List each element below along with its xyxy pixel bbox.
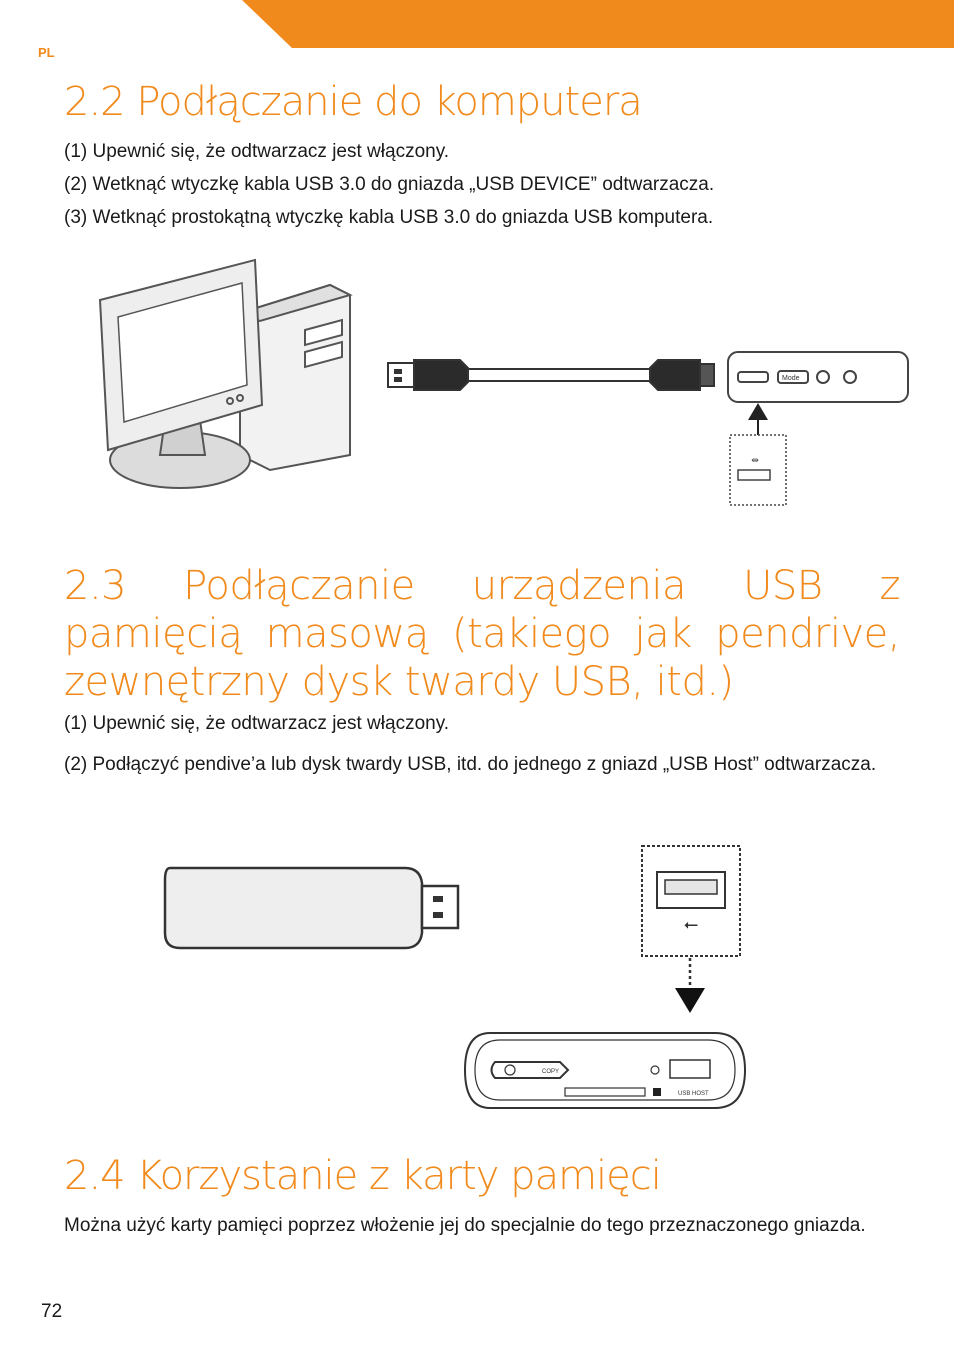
- usb-symbol-icon: ⇹: [751, 455, 759, 465]
- device-port-label: Mode: [782, 375, 800, 382]
- step-2: (2) Podłączyć pendive’a lub dysk twardy USB, itd. do jednego z gniazd „USB Host” odtwarzacza.: [64, 754, 877, 775]
- arrow-down-icon: [675, 958, 705, 1013]
- step-1: (1) Upewnić się, że odtwarzacz jest włączony.: [64, 141, 450, 162]
- usb-storage-connection-illustration: [160, 838, 760, 1118]
- computer-connection-illustration: [90, 255, 920, 515]
- usb-symbol-icon: ⭠: [683, 914, 699, 934]
- usb-3-cable-illustration: [388, 360, 714, 390]
- media-player-usb-host-side-illustration: [465, 1033, 745, 1108]
- media-player-front-illustration: [728, 352, 908, 402]
- step-3: (3) Wetknąć prostokątną wtyczkę kabla USB 3.0 do gniazda USB komputera.: [64, 207, 714, 228]
- usb-host-port-detail: [642, 846, 740, 956]
- section-title-2-2: 2.2 Podłączanie do komputera: [64, 79, 642, 125]
- header-accent-band: [0, 0, 954, 48]
- section-title-2-3: 2.3 Podłączanie urządzenia USB z pamięcią masową (takiego jak pendrive, zewnętrzny dysk twardy USB, itd.): [64, 563, 900, 705]
- usb-host-label: USB HOST: [678, 1091, 709, 1097]
- language-label: PL: [38, 45, 55, 60]
- usb-flash-drive-illustration: [165, 868, 458, 948]
- step-2: (2) Wetknąć wtyczkę kabla USB 3.0 do gniazda „USB DEVICE” odtwarzacza.: [64, 174, 715, 195]
- section-title-2-4: 2.4 Korzystanie z karty pamięci: [64, 1153, 661, 1199]
- page-number: 72: [41, 1301, 63, 1322]
- step-1: (1) Upewnić się, że odtwarzacz jest włączony.: [64, 713, 450, 734]
- copy-label: COPY: [542, 1069, 560, 1075]
- section-2-4-text: Można użyć karty pamięci poprzez włożenie jej do specjalnie do tego przeznaczonego gniazda.: [64, 1215, 866, 1236]
- usb-device-port-detail: [730, 435, 786, 505]
- monitor-illustration: [100, 260, 262, 488]
